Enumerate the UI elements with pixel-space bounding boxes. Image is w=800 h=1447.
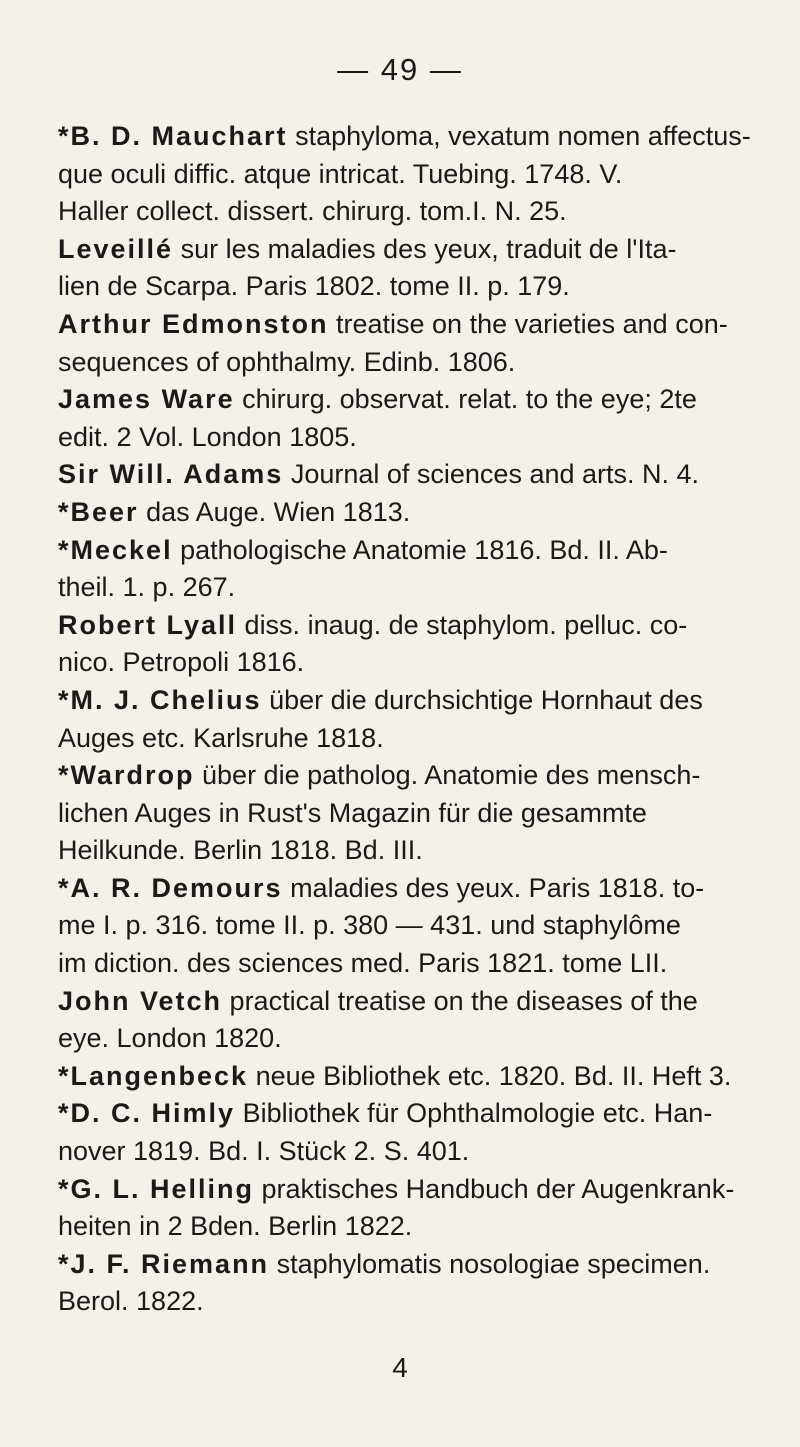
- entry-author: *G. L. Helling: [58, 1173, 255, 1204]
- entry-text: treatise on the varieties and con-: [336, 308, 728, 339]
- entry-author: Arthur Edmonston: [58, 308, 329, 339]
- bibliography-entry: [58, 494, 758, 532]
- entry-author: James Ware: [58, 384, 235, 415]
- entry-text: Journal of sciences and arts. N. 4.: [290, 459, 700, 490]
- entry-text: sequences of ophthalmy. Edinb. 1806.: [58, 346, 516, 377]
- entry-text: über die durchsichtige Hornhaut des: [269, 684, 703, 715]
- entry-text: Bibliothek für Ophthalmologie etc. Han-: [242, 1098, 713, 1129]
- entry-author: *Meckel: [58, 534, 173, 565]
- entry-text: diss. inaug. de staphylom. pelluc. co-: [244, 609, 688, 640]
- entry-text: im diction. des sciences med. Paris 1821. tome LII.: [58, 948, 668, 979]
- entry-author: *D. C. Himly: [58, 1098, 236, 1129]
- bibliography-entry: [58, 870, 758, 983]
- entry-text: staphylomatis nosologiae specimen.: [276, 1248, 711, 1279]
- entry-author: Leveillé: [58, 233, 174, 264]
- bibliography-entry: [58, 1246, 758, 1321]
- entry-text: Heilkunde. Berlin 1818. Bd. III.: [58, 835, 423, 866]
- entry-author: *Wardrop: [58, 760, 195, 791]
- entry-author: Robert Lyall: [58, 609, 238, 640]
- entry-text: me I. p. 316. tome II. p. 380 — 431. und staphylôme: [58, 910, 681, 941]
- entry-author: John Vetch: [58, 985, 223, 1016]
- page-number: — 49 —: [337, 52, 463, 87]
- entry-text: lichen Auges in Rust's Magazin für die gesammte: [58, 797, 647, 828]
- entry-text: Berol. 1822.: [58, 1286, 204, 1317]
- entry-text: staphyloma, vexatum nomen affectus-: [295, 121, 751, 151]
- bibliography-entry: [58, 381, 758, 456]
- entry-text: über die patholog. Anatomie des mensch-: [202, 760, 701, 791]
- bibliography-entry: [58, 1095, 758, 1170]
- entry-text: sur les maladies des yeux, traduit de l'Ita-: [180, 233, 677, 264]
- entry-text: practical treatise on the diseases of the: [229, 985, 698, 1016]
- bibliography-entry: [58, 306, 758, 381]
- entry-text: chirurg. observat. relat. to the eye; 2te: [242, 384, 697, 415]
- entry-text: theil. 1. p. 267.: [58, 572, 236, 603]
- entry-author: *Langenbeck: [58, 1060, 249, 1091]
- entry-text: nover 1819. Bd. I. Stück 2. S. 401.: [58, 1136, 470, 1167]
- bibliography-entry: [58, 607, 758, 682]
- entry-author: *B. D. Mauchart: [58, 121, 288, 151]
- bibliography-entry: [58, 1058, 758, 1096]
- entry-author: Sir Will. Adams: [58, 459, 284, 490]
- entry-text: eye. London 1820.: [58, 1023, 282, 1054]
- entry-text: edit. 2 Vol. London 1805.: [58, 421, 357, 452]
- entry-text: Haller collect. dissert. chirurg. tom.I. N. 25.: [58, 196, 567, 227]
- entry-author: *M. J. Chelius: [58, 684, 262, 715]
- bibliography-entry: [58, 1171, 758, 1246]
- entry-text: lien de Scarpa. Paris 1802. tome II. p. 179.: [58, 271, 570, 302]
- bibliography-list: [58, 118, 758, 1321]
- entry-text: praktisches Handbuch der Augenkrank-: [261, 1173, 735, 1204]
- entry-text: Auges etc. Karlsruhe 1818.: [58, 722, 384, 753]
- entry-text: nico. Petropoli 1816.: [58, 647, 305, 678]
- entry-author: *Beer: [58, 496, 139, 527]
- entry-text: pathologische Anatomie 1816. Bd. II. Ab-: [180, 534, 668, 565]
- entry-text: neue Bibliothek etc. 1820. Bd. II. Heft 3.: [255, 1060, 732, 1091]
- entry-author: *J. F. Riemann: [58, 1248, 270, 1279]
- bibliography-entry: [58, 757, 758, 870]
- entry-text: heiten in 2 Bden. Berlin 1822.: [58, 1211, 413, 1242]
- signature-mark: 4: [392, 1352, 408, 1383]
- bibliography-entry: [58, 682, 758, 757]
- bibliography-entry: [58, 983, 758, 1058]
- bibliography-entry: [58, 118, 758, 231]
- entry-text: maladies des yeux. Paris 1818. to-: [290, 872, 705, 903]
- bibliography-entry: [58, 532, 758, 607]
- entry-text: das Auge. Wien 1813.: [146, 496, 411, 527]
- entry-author: *A. R. Demours: [58, 872, 283, 903]
- bibliography-entry: [58, 231, 758, 306]
- entry-text: que oculi diffic. atque intricat. Tuebing. 1748. V.: [58, 158, 623, 189]
- bibliography-entry: [58, 456, 758, 494]
